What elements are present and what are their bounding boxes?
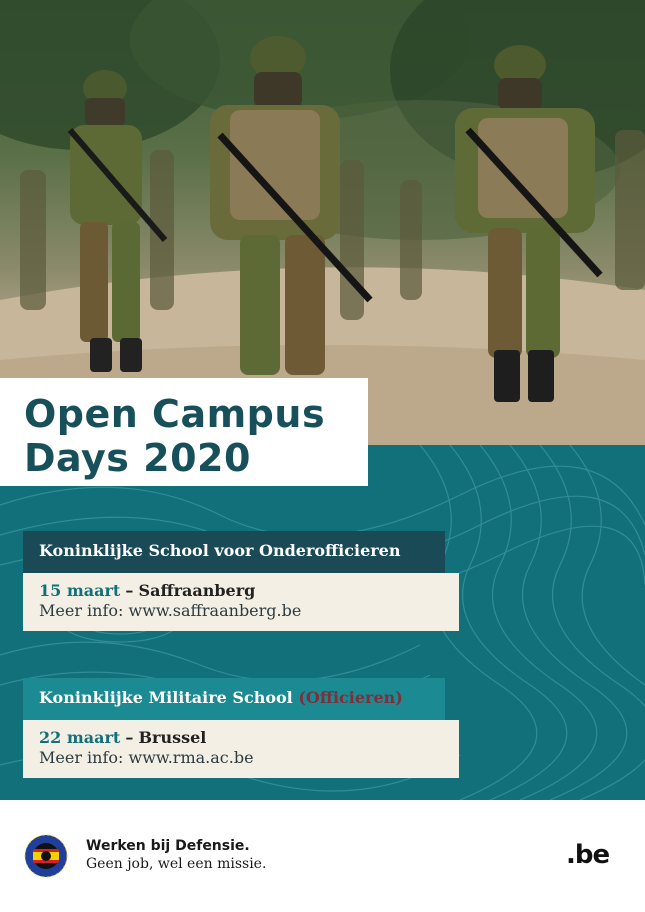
date-separator: – xyxy=(125,728,134,747)
school-name-suffix: (Officieren) xyxy=(298,688,403,707)
event-date-line xyxy=(39,728,459,748)
school-name: Koninklijke School voor Onderofficieren xyxy=(39,541,401,560)
school-header-onderofficieren xyxy=(23,531,445,573)
be-logo: .be xyxy=(566,840,610,870)
info-line xyxy=(39,748,459,768)
info-line xyxy=(39,601,459,621)
school-card-onderofficieren xyxy=(23,573,459,631)
footer xyxy=(0,800,645,912)
school-header-militaire xyxy=(23,678,445,720)
school-name: Koninklijke Militaire School xyxy=(39,688,293,707)
date-separator: – xyxy=(125,581,134,600)
school-card-militaire xyxy=(23,720,459,778)
footer-slogan: Werken bij Defensie. xyxy=(86,838,250,854)
title-box xyxy=(0,378,368,486)
page-title-line2: Days 2020 xyxy=(24,436,251,480)
info-label: Meer info: xyxy=(39,601,124,620)
event-date-line xyxy=(39,581,459,601)
info-url-link[interactable]: www.rma.ac.be xyxy=(128,748,254,767)
defense-emblem-icon xyxy=(24,834,68,878)
info-label: Meer info: xyxy=(39,748,124,767)
footer-tagline: Geen job, wel een missie. xyxy=(86,856,267,872)
event-date: 15 maart xyxy=(39,581,121,600)
event-location: Saffraanberg xyxy=(138,581,256,600)
event-location: Brussel xyxy=(138,728,207,747)
event-date: 22 maart xyxy=(39,728,121,747)
page-title-line1: Open Campus xyxy=(24,392,326,436)
info-url-link[interactable]: www.saffraanberg.be xyxy=(128,601,302,620)
